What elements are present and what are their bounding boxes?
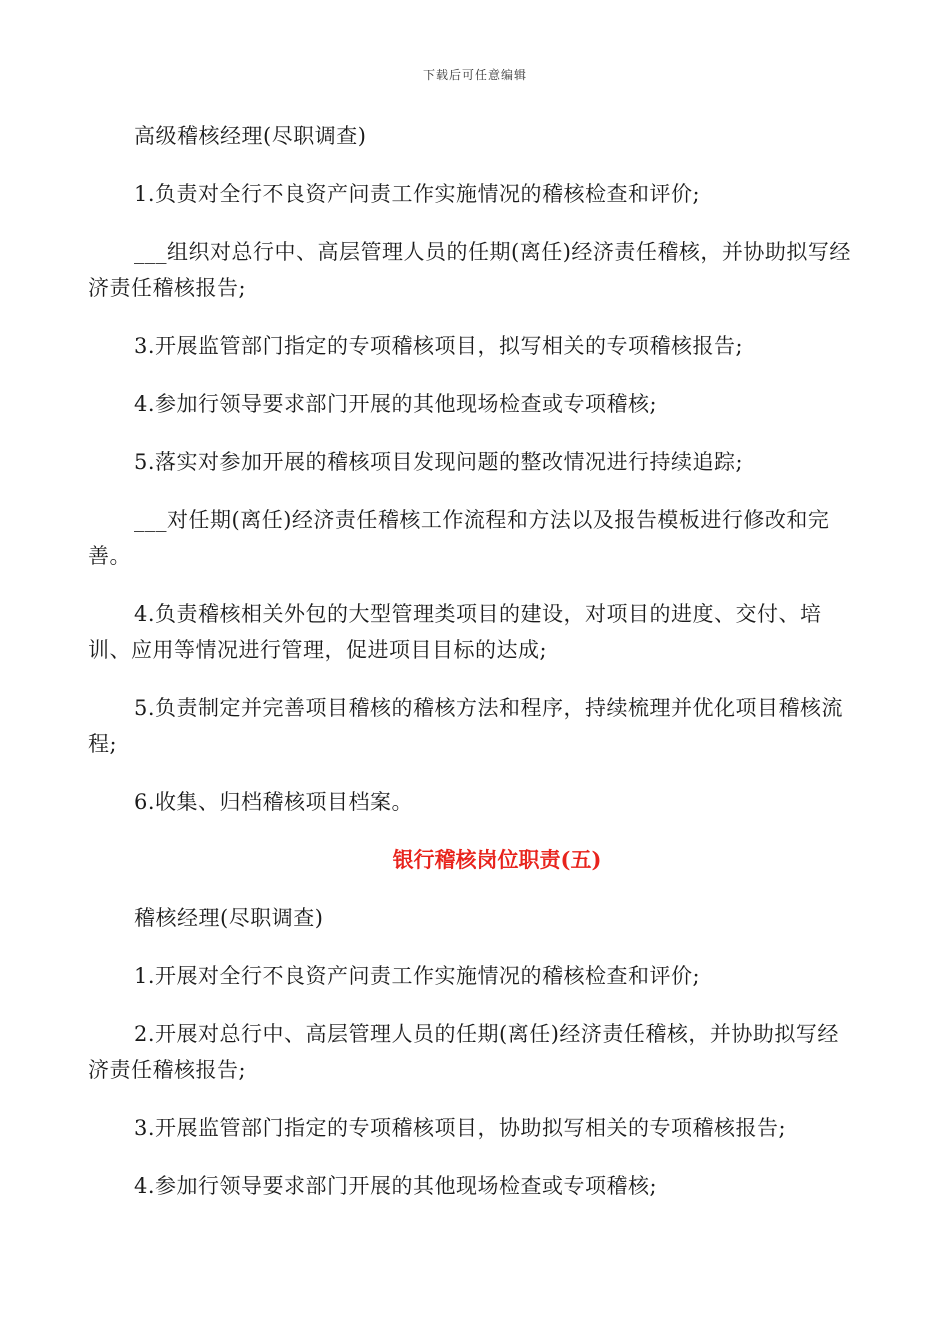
page-header: 下载后可任意编辑	[422, 68, 527, 82]
paragraph: 4.参加行领导要求部门开展的其他现场检查或专项稽核;	[134, 1174, 658, 1198]
document-body	[88, 118, 860, 1226]
paragraph: ___组织对总行中、高层管理人员的任期(离任)经济责任稽核，并协助拟写经济责任稽核报告;	[88, 240, 851, 300]
paragraph: 3.开展监管部门指定的专项稽核项目，拟写相关的专项稽核报告;	[134, 334, 744, 358]
paragraph: 1.开展对全行不良资产问责工作实施情况的稽核检查和评价;	[134, 964, 701, 988]
paragraph: 2.开展对总行中、高层管理人员的任期(离任)经济责任稽核，并协助拟写经济责任稽核报告;	[88, 1022, 839, 1082]
paragraph: 4.参加行领导要求部门开展的其他现场检查或专项稽核;	[134, 392, 658, 416]
paragraph: 5.落实对参加开展的稽核项目发现问题的整改情况进行持续追踪;	[134, 450, 744, 474]
paragraph: ___对任期(离任)经济责任稽核工作流程和方法以及报告模板进行修改和完善。	[88, 508, 830, 568]
paragraph: 4.负责稽核相关外包的大型管理类项目的建设，对项目的进度、交付、培训、应用等情况进行管理，促进项目目标的达成;	[88, 602, 822, 662]
section-title: 银行稽核岗位职责(五)	[392, 847, 602, 872]
paragraph: 3.开展监管部门指定的专项稽核项目，协助拟写相关的专项稽核报告;	[134, 1116, 787, 1140]
paragraph: 5.负责制定并完善项目稽核的稽核方法和程序，持续梳理并优化项目稽核流程;	[88, 696, 844, 756]
paragraph-role-title-senior: 高级稽核经理(尽职调查)	[134, 124, 367, 148]
paragraph-role-title: 稽核经理(尽职调查)	[134, 906, 324, 930]
paragraph: 1.负责对全行不良资产问责工作实施情况的稽核检查和评价;	[134, 182, 701, 206]
paragraph: 6.收集、归档稽核项目档案。	[134, 790, 414, 814]
